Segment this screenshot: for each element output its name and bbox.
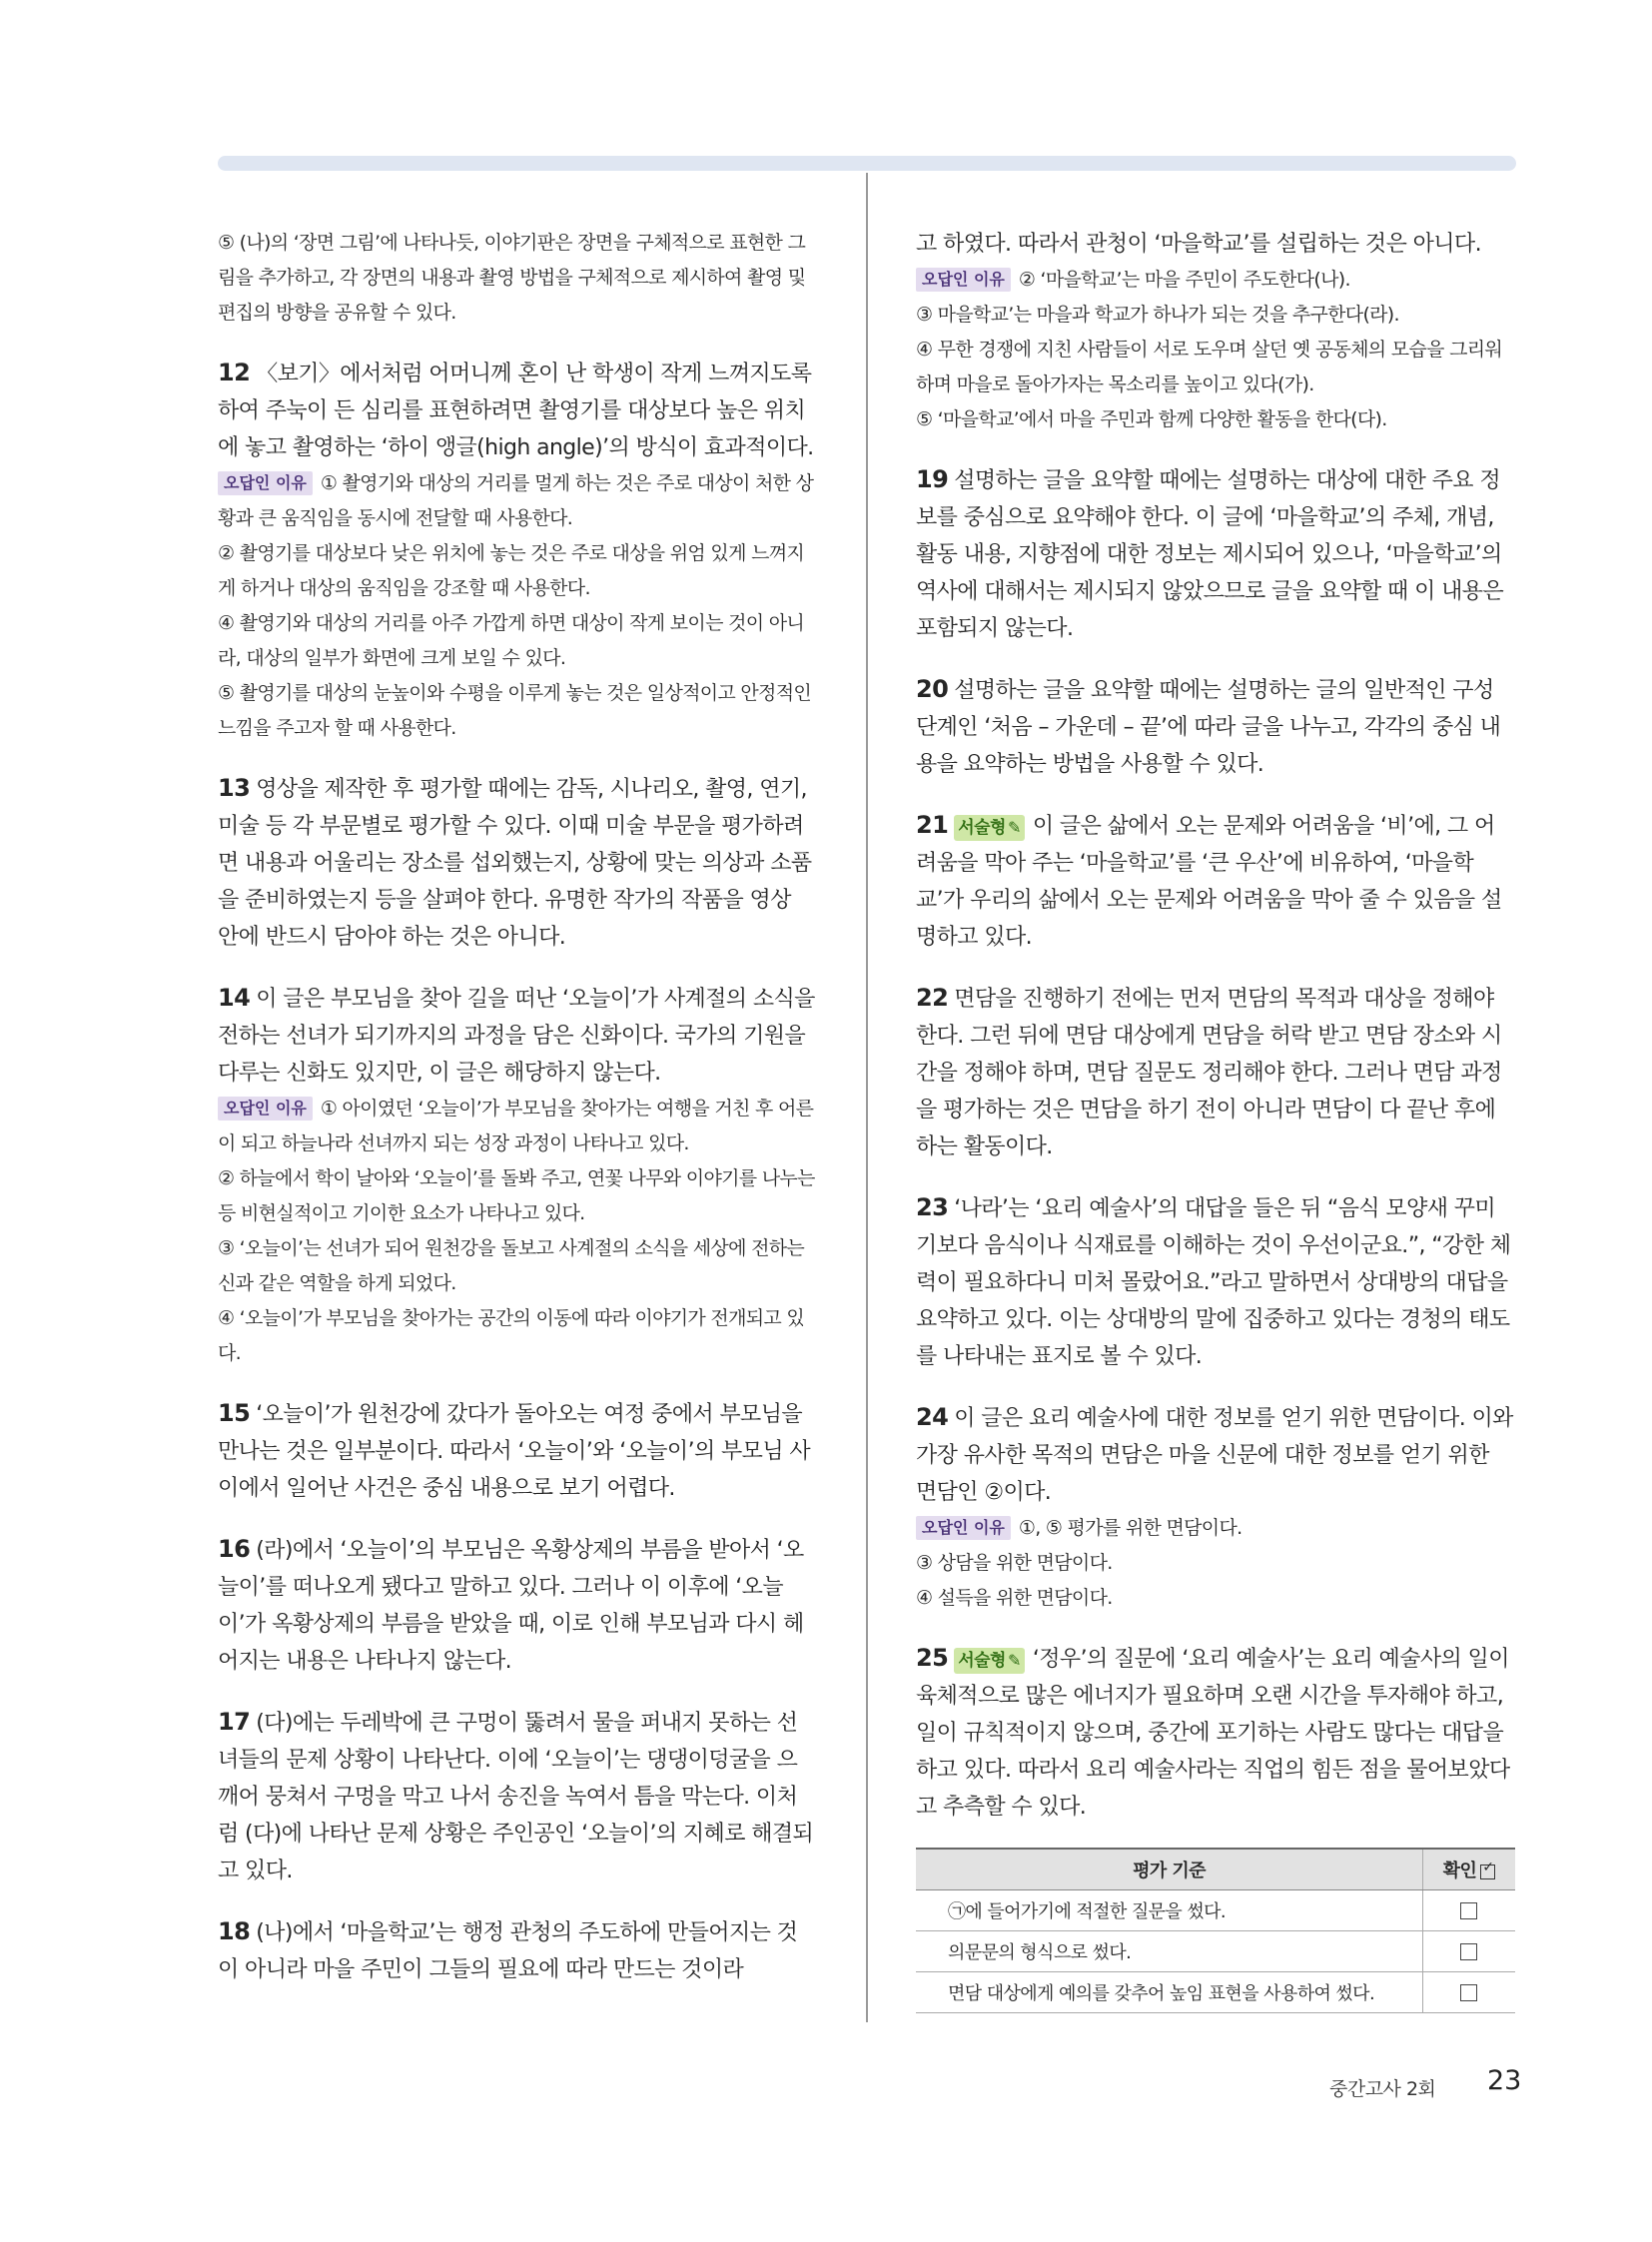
answer-note: ② 하늘에서 학이 날아와 ‘오늘이’를 돌봐 주고, 연꽃 나무와 이야기를 나누는 등 비현실적이고 기이한 요소가 나타나고 있다. (218, 1167, 815, 1224)
answer-number: 23 (916, 1193, 949, 1221)
answer-12 (218, 355, 817, 746)
answer-text: 면담을 진행하기 전에는 먼저 면담의 목적과 대상을 정해야 한다. 그런 뒤에 면담 대상에게 면담을 허락 받고 면담 장소와 시간을 정해야 하며, 면담 질문도 정리해야 한다. 그러나 면담 과정을 평가하는 것은 면담을 하기 전이 아니라 면담이 다 끝난 후에 하는 활동이다. (916, 987, 1502, 1159)
answer-text: ‘나라’는 ‘요리 예술사’의 대답을 들은 뒤 “음식 모양새 꾸미기보다 음식이나 식재료를 이해하는 것이 우선이군요.”, “강한 체력이 필요하다니 미처 몰랐어요.”라고 말하면서 상대방의 대답을 요약하고 있다. 이는 상대방의 말에 집중하고 있다는 경청의 태도를 나타내는 표지로 볼 수 있다. (916, 1196, 1511, 1369)
answer-text: ‘오늘이’가 원천강에 갔다가 돌아오는 여정 중에서 부모님을 만나는 것은 일부분이다. 따라서 ‘오늘이’와 ‘오늘이’의 부모님 사이에서 일어난 사건은 중심 내용으로 보기 어렵다. (218, 1402, 811, 1501)
answer-number: 20 (916, 675, 949, 703)
answer-14 (218, 980, 817, 1371)
checkbox[interactable] (1460, 1902, 1477, 1919)
answer-text: ‘정우’의 질문에 ‘요리 예술사’는 요리 예술사의 일이 육체적으로 많은 에너지가 필요하며 오랜 시간을 투자해야 하고, 일이 규칙적이지 않으며, 중간에 포기하는 사람도 많다는 대답을 하고 있다. 따라서 요리 예술사라는 직업의 힘든 점을 물어보았다고 추측할 수 있다. (916, 1647, 1510, 1820)
answer-note: ④ 무한 경쟁에 지친 사람들이 서로 도우며 살던 옛 공동체의 모습을 그리워하며 마을로 돌아가자는 목소리를 높이고 있다(가). (916, 339, 1503, 395)
answer-number: 25 (916, 1644, 949, 1672)
answer-19 (916, 461, 1515, 647)
answer-21 (916, 807, 1515, 956)
rubric-header-check: 확인✓ (1423, 1849, 1516, 1890)
answer-text: 이 글은 요리 예술사에 대한 정보를 얻기 위한 면담이다. 이와 가장 유사한 목적의 면담은 마을 신문에 대한 정보를 얻기 위한 면담인 ②이다. (916, 1406, 1513, 1505)
answer-text: (다)에는 두레박에 큰 구멍이 뚫려서 물을 퍼내지 못하는 선녀들의 문제 상황이 나타난다. 이에 ‘오늘이’는 댕댕이덩굴을 으깨어 뭉쳐서 구멍을 막고 나서 송진을 녹여서 틈을 막는다. 이처럼 (다)에 나타난 문제 상황은 주인공인 ‘오늘이’의 지혜로 해결되고 있다. (218, 1711, 814, 1883)
answer-note: ④ ‘오늘이’가 부모님을 찾아가는 공간의 이동에 따라 이야기가 전개되고 있다. (218, 1307, 805, 1364)
rubric-header-row (916, 1849, 1515, 1890)
left-column (218, 226, 817, 2012)
checkbox[interactable] (1460, 1943, 1477, 1960)
essay-badge: 서술형 ✎ (954, 1648, 1025, 1674)
answer-15 (218, 1395, 817, 1507)
answer-number: 22 (916, 984, 949, 1012)
rubric-row (916, 1890, 1515, 1931)
footer-section-label: 중간고사 2회 (1329, 2078, 1436, 2100)
answer-note: ② ‘마을학교’는 마을 주민이 주도한다(나). (1018, 269, 1350, 291)
answer-number: 24 (916, 1403, 949, 1431)
answer-number: 15 (218, 1399, 251, 1427)
rubric-criterion: 의문문의 형식으로 썼다. (916, 1931, 1423, 1972)
answer-note: ① 촬영기와 대상의 거리를 멀게 하는 것은 주로 대상이 처한 상황과 큰 움직임을 동시에 전달할 때 사용한다. (218, 472, 814, 529)
answer-note: ③ ‘오늘이’는 선녀가 되어 원천강을 돌보고 사계절의 소식을 세상에 전하는 신과 같은 역할을 하게 되었다. (218, 1237, 805, 1294)
answer-23 (916, 1189, 1515, 1375)
answer-text: 고 하였다. 따라서 관청이 ‘마을학교’를 설립하는 것은 아니다. (916, 232, 1481, 257)
answer-number: 14 (218, 984, 251, 1012)
wrong-reason-tag: 오답인 이유 (916, 268, 1011, 292)
column-divider (866, 173, 868, 2022)
answer-24 (916, 1399, 1515, 1616)
answer-note: ③ 마을학교’는 마을과 학교가 하나가 되는 것을 추구한다(라). (916, 304, 1399, 326)
answer-note: ① 아이였던 ‘오늘이’가 부모님을 찾아가는 여행을 거친 후 어른이 되고 하늘나라 선녀까지 되는 성장 과정이 나타나고 있다. (218, 1098, 814, 1154)
answer-18-cont (916, 226, 1515, 437)
answer-note: ④ 설득을 위한 면담이다. (916, 1587, 1113, 1609)
answer-note: ⑤ ‘마을학교’에서 마을 주민과 함께 다양한 활동을 한다(다). (916, 408, 1387, 430)
answer-11-cont (218, 226, 817, 331)
checked-box-icon (1480, 1865, 1495, 1879)
rubric-header-criteria: 평가 기준 (916, 1849, 1423, 1890)
rubric-row (916, 1972, 1515, 2013)
answer-text: 이 글은 부모님을 찾아 길을 떠난 ‘오늘이’가 사계절의 소식을 전하는 선녀가 되기까지의 과정을 담은 신화이다. 국가의 기원을 다루는 신화도 있지만, 이 글은 해당하지 않는다. (218, 987, 815, 1086)
rubric-criterion: 면담 대상에게 예의를 갖추어 높임 표현을 사용하여 썼다. (916, 1972, 1423, 2013)
pencil-icon: ✎ (1007, 818, 1021, 837)
wrong-reason-tag: 오답인 이유 (916, 1516, 1011, 1540)
answer-note: ④ 촬영기와 대상의 거리를 아주 가깝게 하면 대상이 작게 보이는 것이 아니라, 대상의 일부가 화면에 크게 보일 수 있다. (218, 612, 805, 669)
rubric-table (916, 1848, 1515, 2013)
answer-number: 18 (218, 1917, 251, 1945)
answer-text: (라)에서 ‘오늘이’의 부모님은 옥황상제의 부름을 받아서 ‘오늘이’를 떠나오게 됐다고 말하고 있다. 그러나 이 이후에 ‘오늘이’가 옥황상제의 부름을 받았을 때, 이로 인해 부모님과 다시 헤어지는 내용은 나타나지 않는다. (218, 1538, 804, 1674)
answer-number: 17 (218, 1708, 251, 1736)
answer-text: 〈보기〉에서처럼 어머니께 혼이 난 학생이 작게 느껴지도록 하여 주눅이 든 심리를 표현하려면 촬영기를 대상보다 높은 위치에 놓고 촬영하는 ‘하이 앵글(high angle)’의 방식이 효과적이다. (218, 362, 814, 460)
answer-16 (218, 1531, 817, 1680)
essay-badge: 서술형 ✎ (954, 815, 1025, 841)
answer-number: 21 (916, 811, 949, 839)
answer-number: 19 (916, 465, 949, 493)
rubric-row (916, 1931, 1515, 1972)
answer-number: 16 (218, 1535, 251, 1563)
answer-18 (218, 1913, 817, 1988)
wrong-reason-tag: 오답인 이유 (218, 471, 313, 495)
pencil-icon: ✎ (1007, 1651, 1021, 1670)
answer-note: ③ 상담을 위한 면담이다. (916, 1552, 1113, 1574)
answer-13 (218, 770, 817, 956)
answer-25 (916, 1640, 1515, 2013)
wrong-reason-tag: 오답인 이유 (218, 1097, 313, 1121)
answer-number: 13 (218, 774, 251, 802)
checkbox[interactable] (1460, 1984, 1477, 2001)
answer-text: 설명하는 글을 요약할 때에는 설명하는 글의 일반적인 구성 단계인 ‘처음 – 가운데 – 끝’에 따라 글을 나누고, 각각의 중심 내용을 요약하는 방법을 사용할 수 있다. (916, 678, 1501, 777)
answer-20 (916, 671, 1515, 783)
answer-text: 설명하는 글을 요약할 때에는 설명하는 대상에 대한 주요 정보를 중심으로 요약해야 한다. 이 글에 ‘마을학교’의 주체, 개념, 활동 내용, 지향점에 대한 정보는 제시되어 있으나, ‘마을학교’의 역사에 대해서는 제시되지 않았으므로 글을 요약할 때 이 내용은 포함되지 않는다. (916, 468, 1504, 641)
answer-note: ⑤ 촬영기를 대상의 눈높이와 수평을 이루게 놓는 것은 일상적이고 안정적인 느낌을 주고자 할 때 사용한다. (218, 682, 812, 739)
right-column (916, 226, 1515, 2037)
answer-22 (916, 980, 1515, 1165)
answer-text: 영상을 제작한 후 평가할 때에는 감독, 시나리오, 촬영, 연기, 미술 등 각 부문별로 평가할 수 있다. 이때 미술 부문을 평가하려면 내용과 어울리는 장소를 섭외했는지, 상황에 맞는 의상과 소품을 준비하였는지 등을 살펴야 한다. 유명한 작가의 작품을 영상 안에 반드시 담아야 하는 것은 아니다. (218, 777, 812, 950)
answer-number: 12 (218, 359, 251, 386)
answer-17 (218, 1704, 817, 1889)
answer-note: ①, ⑤ 평가를 위한 면담이다. (1018, 1517, 1242, 1539)
answer-text: (나)에서 ‘마을학교’는 행정 관청의 주도하에 만들어지는 것이 아니라 마을 주민이 그들의 필요에 따라 만드는 것이라 (218, 1920, 798, 1982)
answer-text: 이 글은 삶에서 오는 문제와 어려움을 ‘비’에, 그 어려움을 막아 주는 ‘마을학교’를 ‘큰 우산’에 비유하여, ‘마을학교’가 우리의 삶에서 오는 문제와 어려움을 막아 줄 수 있음을 설명하고 있다. (916, 814, 1502, 950)
page-number: 23 (1487, 2065, 1522, 2096)
answer-note: ⑤ (나)의 ‘장면 그림’에 나타나듯, 이야기판은 장면을 구체적으로 표현한 그림을 추가하고, 각 장면의 내용과 촬영 방법을 구체적으로 제시하여 촬영 및 편집의 방향을 공유할 수 있다. (218, 232, 806, 324)
rubric-criterion: ㉠에 들어가기에 적절한 질문을 썼다. (916, 1890, 1423, 1931)
answer-note: ② 촬영기를 대상보다 낮은 위치에 놓는 것은 주로 대상을 위엄 있게 느껴지게 하거나 대상의 움직임을 강조할 때 사용한다. (218, 542, 805, 599)
header-bar (218, 156, 1516, 171)
